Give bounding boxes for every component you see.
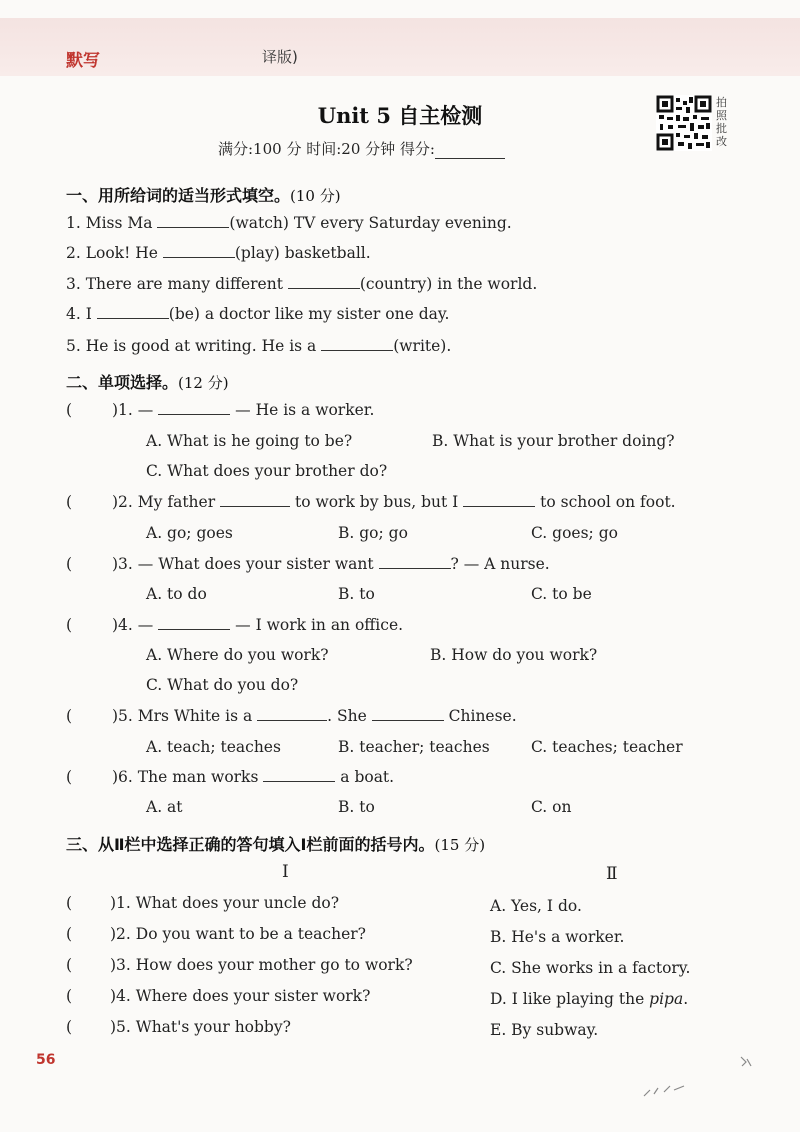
mc-question-4 xyxy=(112,616,403,634)
fill-item-3 xyxy=(66,275,537,293)
answer-paren-3-3[interactable]: ( xyxy=(66,956,73,974)
answer-paren-2-1[interactable]: ( xyxy=(66,401,73,419)
mc-q1-blank[interactable] xyxy=(158,401,230,415)
mc-q4-suffix: — I work in an office. xyxy=(230,616,404,634)
mc-q1-option-b: B. What is your brother doing? xyxy=(432,432,675,450)
mc-q5-blank-2[interactable] xyxy=(372,707,444,721)
mc-q2-blank-1[interactable] xyxy=(220,493,290,507)
mc-q2-number: )2. xyxy=(112,493,133,511)
mc-q4-prefix: — xyxy=(137,616,159,634)
section-1-title: 一、用所给词的适当形式填空。 xyxy=(66,186,291,205)
answer-paren-3-5[interactable]: ( xyxy=(66,1018,73,1036)
mc-q6-prefix: The man works xyxy=(137,768,264,786)
page-number: 56 xyxy=(36,1052,56,1068)
answer-paren-2-5[interactable]: ( xyxy=(66,707,73,725)
qr-caption: 拍照批改 xyxy=(716,96,727,148)
column-1-header: Ⅰ xyxy=(282,862,289,882)
mc-q1-number: )1. xyxy=(112,401,133,419)
mc-q5-suffix: Chinese. xyxy=(443,707,517,725)
mc-q1-option-a: A. What is he going to be? xyxy=(146,432,353,450)
mc-q5-option-b: B. teacher; teaches xyxy=(338,738,490,756)
mc-q4-number: )4. xyxy=(112,616,133,634)
fill-item-1-prefix: 1. Miss Ma xyxy=(66,214,158,232)
fill-item-4 xyxy=(66,305,449,323)
mc-q5-prefix: Mrs White is a xyxy=(137,707,258,725)
mc-q4-option-a: A. Where do you work? xyxy=(146,646,329,664)
section-3-heading xyxy=(66,832,485,855)
fill-item-5-prefix: 5. He is good at writing. He is a xyxy=(66,337,322,355)
fill-blank-4[interactable] xyxy=(97,305,169,319)
series-logo: 默写 xyxy=(66,51,100,71)
mc-q6-blank[interactable] xyxy=(263,768,335,782)
fill-item-2 xyxy=(66,244,371,262)
header-band xyxy=(0,18,800,76)
mc-q5-blank-1[interactable] xyxy=(257,707,327,721)
answer-paren-3-4[interactable]: ( xyxy=(66,987,73,1005)
mc-question-1 xyxy=(112,401,374,419)
mc-q6-suffix: a boat. xyxy=(335,768,395,786)
fill-item-3-suffix: (country) in the world. xyxy=(359,275,538,293)
mc-q5-middle: . She xyxy=(327,707,372,725)
mc-q6-option-c: C. on xyxy=(531,798,572,816)
match-question-4: )4. Where does your sister work? xyxy=(110,987,371,1005)
column-2-header: Ⅱ xyxy=(606,864,618,884)
mc-q1-option-c: C. What does your brother do? xyxy=(146,462,388,480)
answer-paren-2-2[interactable]: ( xyxy=(66,493,73,511)
mc-question-2 xyxy=(112,493,676,511)
mc-question-6 xyxy=(112,768,394,786)
mc-q1-suffix: — He is a worker. xyxy=(230,401,375,419)
section-2-points: (12 分) xyxy=(178,374,229,392)
mc-question-3 xyxy=(112,555,550,573)
answer-paren-3-2[interactable]: ( xyxy=(66,925,73,943)
fill-item-5-suffix: (write). xyxy=(393,337,452,355)
pencil-mark-icon xyxy=(640,1080,690,1100)
match-question-3: )3. How does your mother go to work? xyxy=(110,956,413,974)
mc-q3-option-b: B. to xyxy=(338,585,375,603)
fill-blank-1[interactable] xyxy=(157,214,229,228)
section-1-points: (10 分) xyxy=(290,187,341,205)
score-blank xyxy=(435,144,505,159)
mc-question-5 xyxy=(112,707,517,725)
mc-q2-option-c: C. goes; go xyxy=(531,524,618,542)
mc-q6-option-b: B. to xyxy=(338,798,375,816)
scribble-mark-icon xyxy=(738,1054,754,1070)
mc-q2-suffix: to school on foot. xyxy=(535,493,676,511)
match-answer-c: C. She works in a factory. xyxy=(490,959,691,977)
fill-blank-3[interactable] xyxy=(288,275,360,289)
fill-item-4-prefix: 4. I xyxy=(66,305,97,323)
mc-q2-option-b: B. go; go xyxy=(338,524,408,542)
mc-q2-blank-2[interactable] xyxy=(463,493,535,507)
match-answer-d-text: D. I like playing the xyxy=(490,990,650,1008)
mc-q3-blank[interactable] xyxy=(379,555,451,569)
mc-q4-blank[interactable] xyxy=(158,616,230,630)
fill-item-3-prefix: 3. There are many different xyxy=(66,275,288,293)
match-question-1: )1. What does your uncle do? xyxy=(110,894,340,912)
mc-q3-prefix: — What does your sister want xyxy=(137,555,379,573)
mc-q3-number: )3. xyxy=(112,555,133,573)
match-answer-d xyxy=(490,990,688,1008)
qr-code-icon[interactable] xyxy=(656,95,712,151)
match-answer-b: B. He's a worker. xyxy=(490,928,625,946)
edition-label: 译版) xyxy=(262,48,298,66)
fill-item-5 xyxy=(66,337,451,355)
match-answer-a: A. Yes, I do. xyxy=(490,897,582,915)
fill-item-1 xyxy=(66,214,512,232)
mc-q1-prefix: — xyxy=(137,401,159,419)
fill-blank-5[interactable] xyxy=(321,337,393,351)
match-question-5: )5. What's your hobby? xyxy=(110,1018,291,1036)
fill-item-1-suffix: (watch) TV every Saturday evening. xyxy=(229,214,512,232)
match-answer-e: E. By subway. xyxy=(490,1021,599,1039)
mc-q2-option-a: A. go; goes xyxy=(146,524,233,542)
page-title: Unit 5 自主检测 xyxy=(317,103,483,128)
section-3-title: 三、从Ⅱ栏中选择正确的答句填入Ⅰ栏前面的括号内。 xyxy=(66,835,435,854)
answer-paren-2-6[interactable]: ( xyxy=(66,768,73,786)
section-1-heading xyxy=(66,183,341,206)
answer-paren-3-1[interactable]: ( xyxy=(66,894,73,912)
section-2-heading xyxy=(66,370,229,393)
mc-q3-option-c: C. to be xyxy=(531,585,592,603)
match-answer-d-italic: pipa xyxy=(649,990,684,1008)
fill-item-4-suffix: (be) a doctor like my sister one day. xyxy=(168,305,450,323)
mc-q4-option-c: C. What do you do? xyxy=(146,676,299,694)
mc-q6-number: )6. xyxy=(112,768,133,786)
answer-paren-2-4[interactable]: ( xyxy=(66,616,73,634)
score-line-text: 满分:100 分 时间:20 分钟 得分: xyxy=(218,140,435,158)
mc-q5-option-c: C. teaches; teacher xyxy=(531,738,683,756)
match-question-2: )2. Do you want to be a teacher? xyxy=(110,925,366,943)
fill-item-2-suffix: (play) basketball. xyxy=(234,244,371,262)
mc-q4-option-b: B. How do you work? xyxy=(430,646,598,664)
mc-q2-prefix: My father xyxy=(137,493,221,511)
answer-paren-2-3[interactable]: ( xyxy=(66,555,73,573)
section-3-points: (15 分) xyxy=(434,836,486,854)
score-line xyxy=(218,138,505,159)
fill-item-2-prefix: 2. Look! He xyxy=(66,244,163,262)
match-answer-d-end: . xyxy=(683,990,689,1008)
section-2-title: 二、单项选择。 xyxy=(66,373,179,392)
mc-q6-option-a: A. at xyxy=(146,798,183,816)
mc-q2-middle: to work by bus, but I xyxy=(290,493,464,511)
fill-blank-2[interactable] xyxy=(163,244,235,258)
mc-q3-option-a: A. to do xyxy=(146,585,207,603)
mc-q5-number: )5. xyxy=(112,707,133,725)
mc-q5-option-a: A. teach; teaches xyxy=(146,738,281,756)
mc-q3-suffix: ? — A nurse. xyxy=(450,555,550,573)
